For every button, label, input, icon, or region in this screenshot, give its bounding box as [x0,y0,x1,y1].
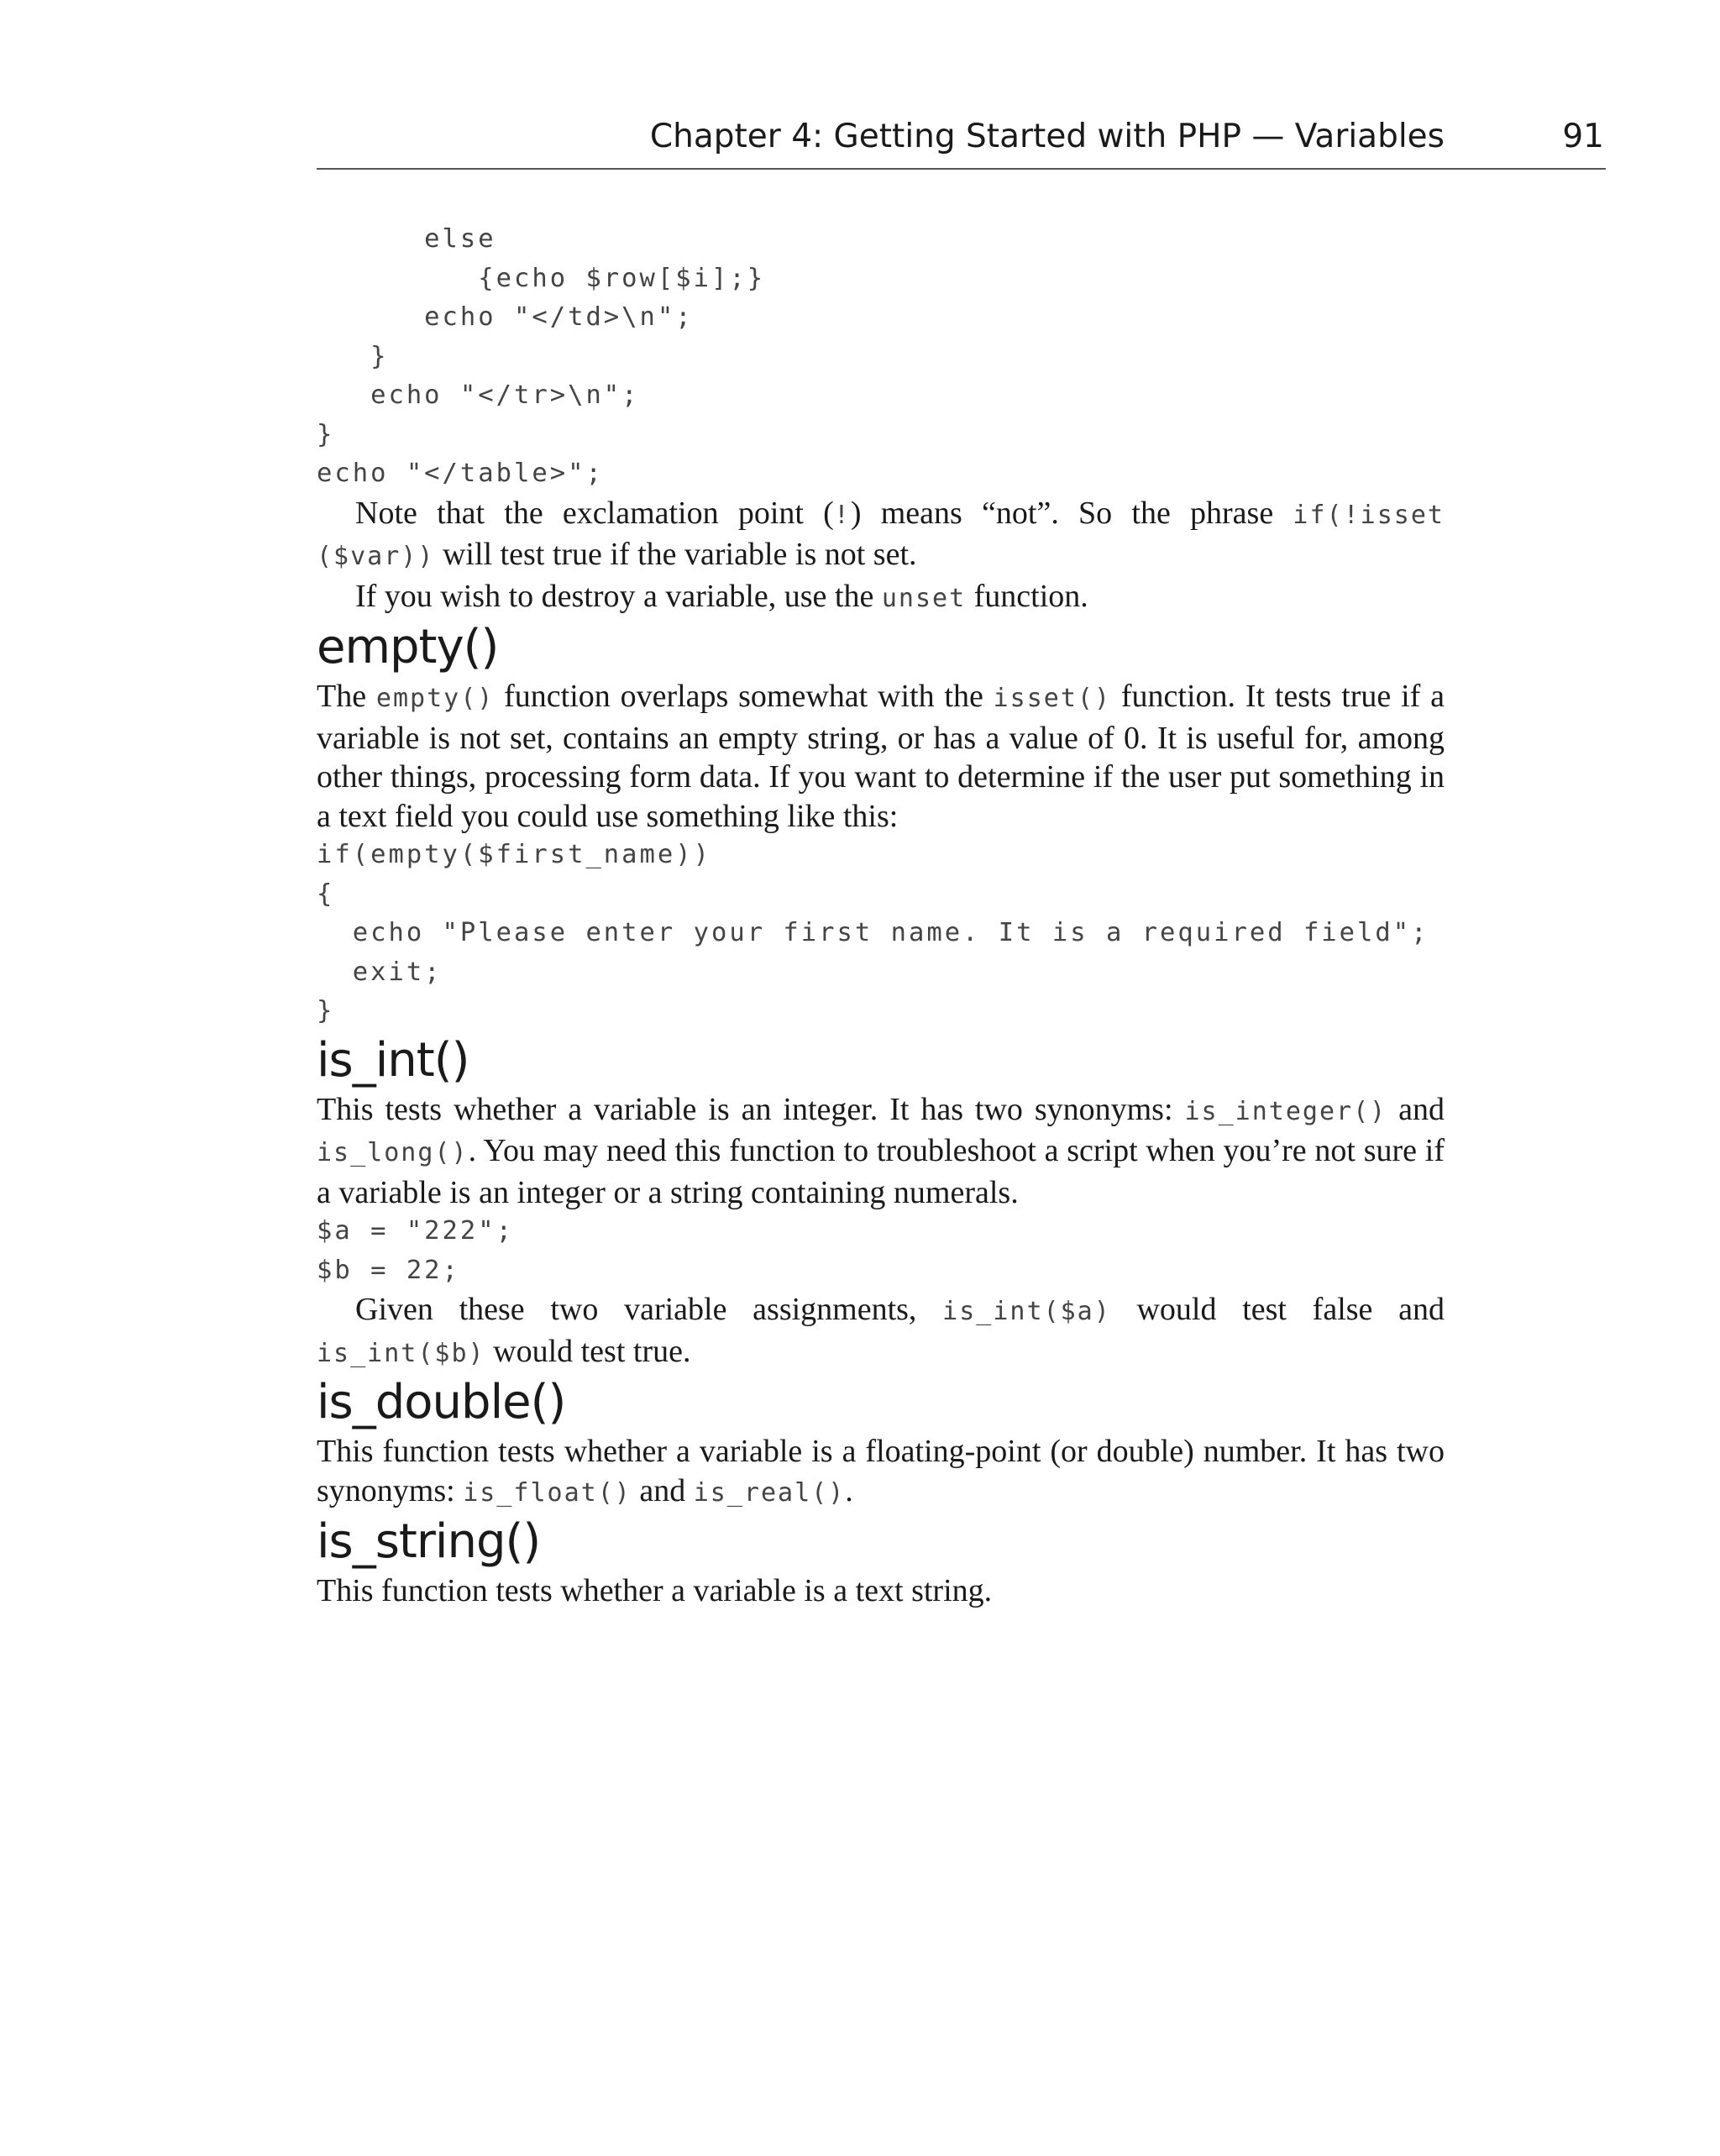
is-int-after-code-b: is_int($b) [317,1338,485,1368]
unset-paragraph [317,577,1445,619]
code-block-empty-example: if(empty($first_name)) { echo "Please enter your first name. It is a required field"; exit; } [317,840,1429,1026]
is-int-after-text-3: would test true. [485,1333,691,1369]
unset-text-1: If you wish to destroy a variable, use the [355,578,882,614]
unset-text-2: function. [966,578,1088,614]
empty-code-empty: empty() [375,684,495,713]
code-block-is-int-example: $a = "222"; $b = 22; [317,1216,514,1285]
section-heading-is-string: is_string() [317,1514,541,1569]
is-int-text-1: This tests whether a variable is an integer. It has two synonyms: [317,1091,1185,1127]
section-heading-empty: empty() [317,620,499,674]
is-double-code-is-float: is_float() [463,1477,632,1508]
is-int-after-text-2: would test false and [1110,1292,1445,1327]
is-int-followup-paragraph [317,1290,1445,1373]
is-int-text-3: . You may need this function to troubleshoot a script when you’re not sure if a variable is an integer or a string containing numerals. [317,1133,1445,1210]
text-column [317,220,1445,1611]
empty-text-3: function. It tests true if a variable is not set, contains an empty string, or has a value of 0. It is useful for, among other things, processing form data. If you want to determine if the user put something in a text field you could use something like this: [317,679,1445,834]
section-heading-is-double: is_double() [317,1375,566,1429]
note-text-1: Note that the exclamation point ( [355,495,834,531]
empty-code-isset: isset() [993,684,1112,713]
note-code-exclamation: ! [833,500,851,530]
is-int-after-code-a: is_int($a) [942,1297,1111,1326]
chapter-title: Chapter 4: Getting Started with PHP — Variables [649,118,1445,155]
is-double-code-is-real: is_real() [693,1477,846,1508]
is-int-code-is-long: is_long() [317,1138,469,1167]
is-string-paragraph: This function tests whether a variable is a text string. [317,1573,993,1608]
is-double-text-2: and [631,1472,694,1508]
running-header [317,118,1606,170]
page-number: 91 [1562,118,1604,155]
is-double-text-3: . [845,1472,853,1508]
empty-text-2: function overlaps somewhat with the [494,679,994,714]
is-double-text-1: This function tests whether a variable is a floating-point (or double) number. It has two synonyms: [317,1434,1445,1508]
is-int-paragraph [317,1090,1445,1213]
code-block-table-loop: else {echo $row[$i];} echo "</td>\n"; } echo "</tr>\n"; } echo "</table>"; [317,224,766,488]
section-heading-is-int: is_int() [317,1032,469,1088]
note-paragraph [317,494,1445,577]
is-int-text-2: and [1387,1091,1445,1127]
note-text-3: will test true if the variable is not set. [434,537,917,572]
is-int-code-is-integer: is_integer() [1184,1096,1387,1126]
note-text-2: ) means “not”. So the phrase [850,495,1293,531]
empty-text-1: The [317,679,376,714]
note-code-isset: if(!isset ($var)) [317,500,1445,571]
is-double-paragraph [317,1432,1445,1513]
empty-paragraph [317,677,1445,836]
unset-code: unset [881,583,967,613]
is-int-after-text-1: Given these two variable assignments, [355,1292,943,1327]
